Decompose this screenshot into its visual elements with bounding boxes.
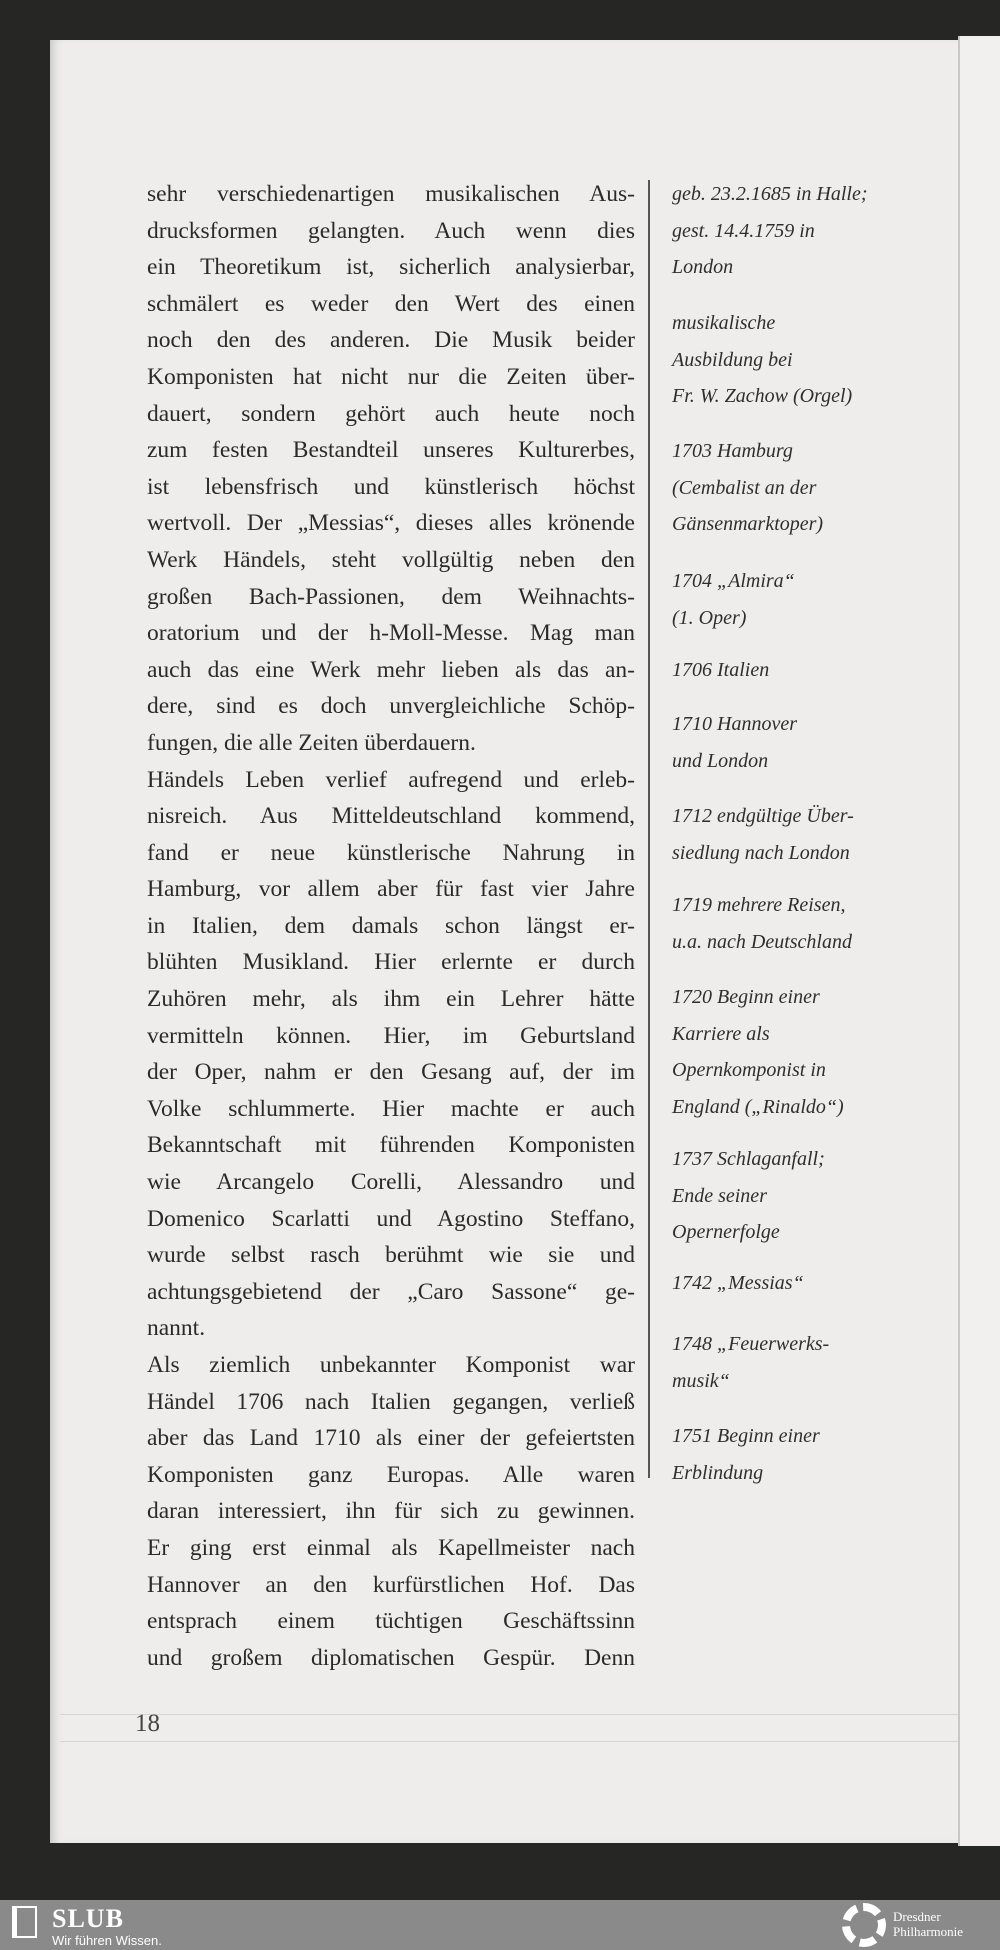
text-line: vermitteln können. Hier, im Geburtsland: [147, 1022, 635, 1049]
text-line: Volke schlummerte. Hier machte er auch: [147, 1095, 635, 1122]
text-line: ist lebensfrisch und künstlerisch höchst: [147, 473, 635, 500]
timeline-entry: [672, 1326, 829, 1399]
timeline-entry: [672, 798, 854, 871]
text-line: entsprach einem tüchtigen Geschäftssinn: [147, 1608, 635, 1635]
text-line: zum festen Bestandteil unseres Kulturerbes,: [147, 437, 635, 464]
philharmonie-logo-icon: [842, 1903, 886, 1947]
timeline-line: und London: [672, 749, 769, 772]
timeline-line: England („Rinaldo“): [672, 1096, 844, 1119]
timeline-line: Opernerfolge: [672, 1221, 780, 1244]
next-page-edge: [958, 36, 1000, 1846]
timeline-entry: [672, 1141, 825, 1251]
timeline-line: Opernkomponist in: [672, 1059, 826, 1082]
text-line: der Oper, nahm er den Gesang auf, der im: [147, 1059, 635, 1086]
viewer-footer-bar: [0, 1900, 1000, 1950]
text-line: auch das eine Werk mehr lieben als das an-: [147, 656, 635, 683]
timeline-entry: [672, 305, 852, 415]
timeline-line: Ende seiner: [672, 1184, 767, 1207]
timeline-line: 1706 Italien: [672, 659, 770, 681]
timeline-line: 1751 Beginn einer: [672, 1425, 820, 1447]
text-line: blühten Musikland. Hier erlernte er durch: [147, 949, 635, 976]
text-line: Hamburg, vor allem aber für fast vier Jahre: [147, 876, 635, 903]
text-line: ein Theoretikum ist, sicherlich analysierbar,: [147, 254, 635, 281]
timeline-entry: [672, 1265, 804, 1302]
text-line: sehr verschiedenartigen musikalischen Aus-: [147, 181, 635, 207]
text-line: fungen, die alle Zeiten überdauern.: [147, 729, 476, 756]
timeline-line: musik“: [672, 1369, 730, 1392]
timeline-entry: [672, 563, 795, 636]
slub-tagline: Wir führen Wissen.: [52, 1933, 162, 1948]
main-text-column: [147, 176, 635, 1676]
text-line: nannt.: [147, 1315, 206, 1342]
text-line: und großem diplomatischen Gespür. Denn: [147, 1644, 635, 1671]
timeline-line: Erblindung: [672, 1461, 764, 1484]
timeline-line: (1. Oper): [672, 606, 747, 629]
text-line: Als ziemlich unbekannter Komponist war: [147, 1352, 635, 1378]
column-divider: [648, 180, 650, 1478]
philharmonie-logo-text[interactable]: [893, 1909, 963, 1939]
footer-rule: [60, 1741, 958, 1742]
text-line: oratorium und der h-Moll-Messe. Mag man: [147, 620, 635, 647]
partner-line-1: Dresdner: [893, 1909, 941, 1924]
timeline-line: 1712 endgültige Über-: [672, 805, 854, 827]
text-line: Händels Leben verlief aufregend und erleb-: [147, 766, 635, 793]
text-line: dere, sind es doch unvergleichliche Schöp-: [147, 693, 635, 720]
text-line: Komponisten hat nicht nur die Zeiten über-: [147, 363, 635, 390]
text-line: Zuhören mehr, als ihm ein Lehrer hätte: [147, 986, 635, 1013]
footer-rule: [60, 1714, 958, 1715]
timeline-line: gest. 14.4.1759 in: [672, 219, 815, 242]
text-line: noch den des anderen. Die Musik beider: [147, 327, 635, 354]
timeline-line: Gänsenmarktoper): [672, 513, 824, 536]
timeline-line: (Cembalist an der: [672, 476, 817, 499]
text-line: Bekanntschaft mit führenden Komponisten: [147, 1132, 635, 1159]
timeline-line: 1720 Beginn einer: [672, 986, 820, 1008]
timeline-line: 1737 Schlaganfall;: [672, 1148, 825, 1170]
text-line: Hannover an den kurfürstlichen Hof. Das: [147, 1571, 635, 1598]
text-line: daran interessiert, ihn für sich zu gewinnen.: [147, 1498, 635, 1525]
timeline-line: 1703 Hamburg: [672, 440, 793, 462]
timeline-line: u.a. nach Deutschland: [672, 930, 852, 953]
timeline-line: 1719 mehrere Reisen,: [672, 894, 846, 916]
text-line: dauert, sondern gehört auch heute noch: [147, 400, 635, 427]
timeline-entry: [672, 433, 823, 543]
timeline-line: 1748 „Feuerwerks-: [672, 1333, 830, 1355]
timeline-entry: [672, 979, 844, 1126]
timeline-line: Fr. W. Zachow (Orgel): [672, 385, 853, 408]
text-line: aber das Land 1710 als einer der gefeiertsten: [147, 1425, 635, 1452]
timeline-entry: [672, 706, 797, 779]
timeline-line: musikalische: [672, 312, 776, 334]
text-line: schmälert es weder den Wert des einen: [147, 290, 635, 317]
timeline-entry: [672, 652, 769, 689]
text-line: nisreich. Aus Mitteldeutschland kommend,: [147, 803, 635, 830]
page-number: 18: [135, 1710, 160, 1737]
timeline-line: geb. 23.2.1685 in Halle;: [672, 183, 868, 205]
slub-book-icon: [12, 1906, 37, 1938]
text-line: Werk Händels, steht vollgültig neben den: [147, 546, 635, 573]
text-line: fand er neue künstlerische Nahrung in: [147, 839, 635, 866]
text-line: Händel 1706 nach Italien gegangen, verließ: [147, 1388, 635, 1415]
timeline-line: siedlung nach London: [672, 841, 850, 864]
text-line: wertvoll. Der „Messias“, dieses alles krönende: [147, 510, 635, 537]
text-line: achtungsgebietend der „Caro Sassone“ ge-: [147, 1278, 635, 1305]
partner-line-2: Philharmonie: [893, 1924, 964, 1939]
timeline-entry: [672, 1418, 820, 1491]
text-line: wie Arcangelo Corelli, Alessandro und: [147, 1169, 635, 1196]
timeline-line: 1710 Hannover: [672, 713, 797, 735]
timeline-entry: [672, 176, 868, 286]
text-line: großen Bach-Passionen, dem Weihnachts-: [147, 583, 635, 610]
text-line: Komponisten ganz Europas. Alle waren: [147, 1461, 635, 1488]
text-line: Er ging erst einmal als Kapellmeister nach: [147, 1534, 635, 1561]
slub-logo-text[interactable]: SLUB: [52, 1904, 124, 1933]
timeline-line: Karriere als: [672, 1022, 770, 1045]
timeline-line: London: [672, 256, 734, 279]
timeline-entry: [672, 887, 852, 960]
timeline-line: Ausbildung bei: [672, 348, 793, 371]
text-line: in Italien, dem damals schon längst er-: [147, 912, 635, 939]
text-line: wurde selbst rasch berühmt wie sie und: [147, 1242, 635, 1269]
timeline-line: 1742 „Messias“: [672, 1272, 804, 1294]
text-line: Domenico Scarlatti und Agostino Steffano,: [147, 1205, 635, 1232]
timeline-line: 1704 „Almira“: [672, 570, 795, 592]
text-line: drucksformen gelangten. Auch wenn dies: [147, 217, 635, 244]
